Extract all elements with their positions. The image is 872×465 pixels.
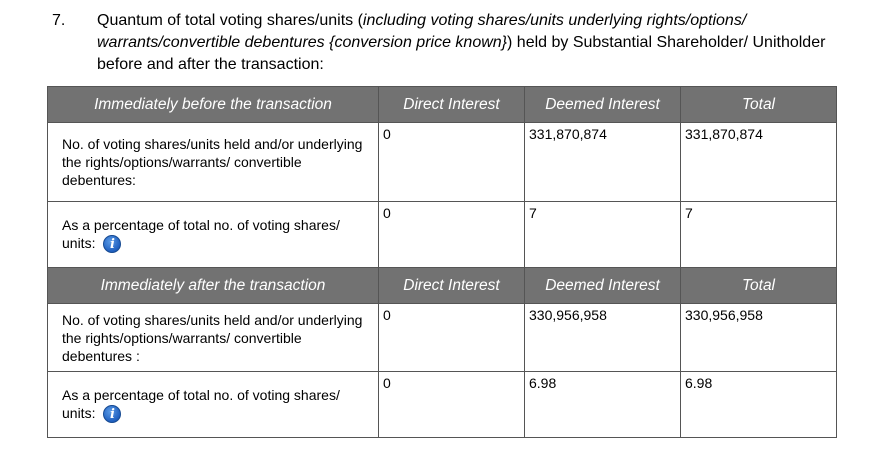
total-value: 331,870,874 bbox=[681, 123, 837, 202]
header-before-direct: Direct Interest bbox=[379, 87, 525, 123]
question-text-part2: ) held by Substantial Shareholder/ Unitholder before and after the transaction: bbox=[97, 34, 826, 73]
header-after-deemed: Deemed Interest bbox=[525, 268, 681, 304]
row-label: As a percentage of total no. of voting shares/ units: bbox=[62, 386, 340, 421]
deemed-interest-value: 331,870,874 bbox=[525, 123, 681, 202]
question-number: 7. bbox=[52, 12, 66, 29]
info-icon[interactable]: i bbox=[103, 235, 121, 253]
row-label: No. of voting shares/units held and/or underlying the rights/options/warrants/ convertible debentures : bbox=[48, 304, 379, 372]
direct-interest-value: 0 bbox=[379, 202, 525, 268]
total-value: 330,956,958 bbox=[681, 304, 837, 372]
row-label-cell bbox=[48, 372, 379, 438]
header-after-total: Total bbox=[681, 268, 837, 304]
question-text-part1: Quantum of total voting shares/units ( bbox=[97, 12, 363, 29]
total-value: 6.98 bbox=[681, 372, 837, 438]
direct-interest-value: 0 bbox=[379, 372, 525, 438]
header-before-total: Total bbox=[681, 87, 837, 123]
header-before-title: Immediately before the transaction bbox=[48, 87, 379, 123]
row-label: As a percentage of total no. of voting shares/ units: bbox=[62, 216, 340, 251]
deemed-interest-value: 7 bbox=[525, 202, 681, 268]
deemed-interest-value: 330,956,958 bbox=[525, 304, 681, 372]
header-before-deemed: Deemed Interest bbox=[525, 87, 681, 123]
table-row bbox=[48, 372, 837, 438]
question-text bbox=[97, 10, 857, 76]
table-row bbox=[48, 123, 837, 202]
info-icon[interactable]: i bbox=[103, 405, 121, 423]
shareholding-table bbox=[47, 86, 837, 438]
direct-interest-value: 0 bbox=[379, 304, 525, 372]
section-header-after bbox=[48, 268, 837, 304]
table-row bbox=[48, 202, 837, 268]
row-label: No. of voting shares/units held and/or underlying the rights/options/warrants/ convertible debentures: bbox=[48, 123, 379, 202]
table-row bbox=[48, 304, 837, 372]
total-value: 7 bbox=[681, 202, 837, 268]
question-text-italic: including voting shares/units underlying rights/options/ warrants/convertible debentures {conversion price known} bbox=[97, 12, 747, 51]
section-header-before bbox=[48, 87, 837, 123]
header-after-direct: Direct Interest bbox=[379, 268, 525, 304]
row-label-cell bbox=[48, 202, 379, 268]
deemed-interest-value: 6.98 bbox=[525, 372, 681, 438]
header-after-title: Immediately after the transaction bbox=[48, 268, 379, 304]
direct-interest-value: 0 bbox=[379, 123, 525, 202]
